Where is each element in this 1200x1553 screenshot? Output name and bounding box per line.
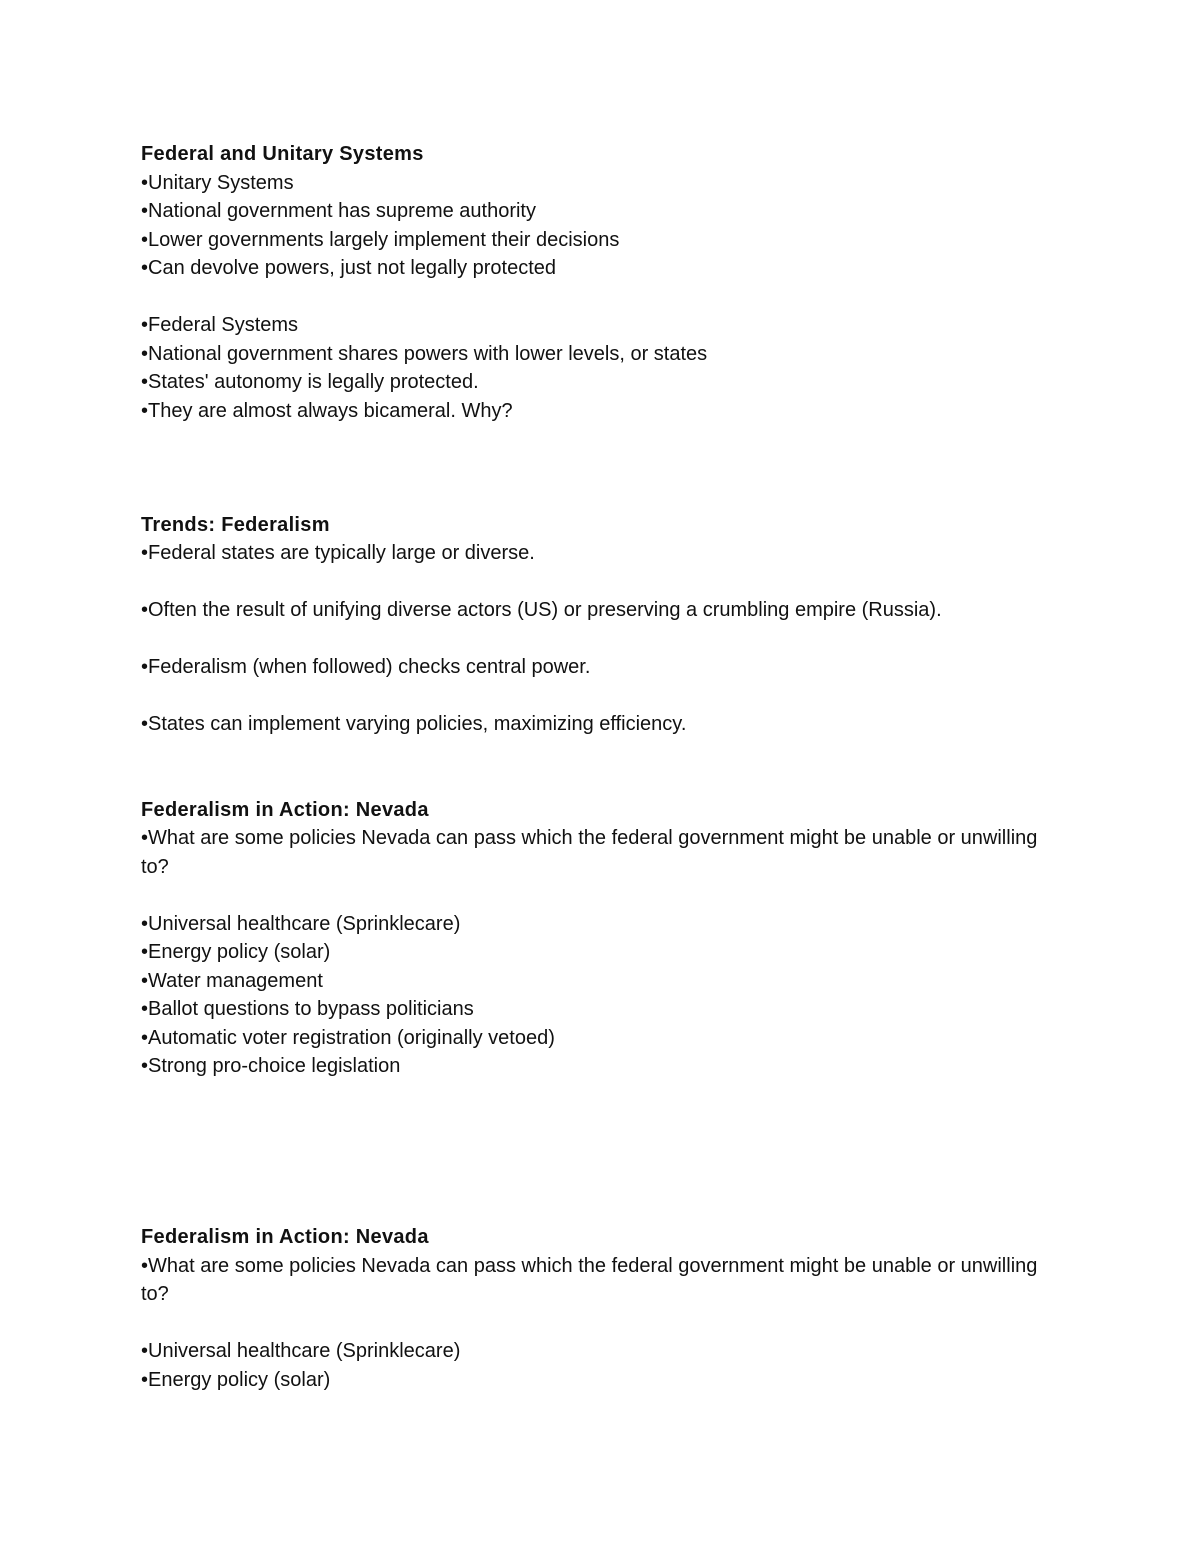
bullet-line: •Lower governments largely implement their decisions <box>141 228 620 251</box>
bullet-line: •National government has supreme authority <box>141 200 536 222</box>
section-federal-unitary <box>141 140 1041 425</box>
bullet-line: •They are almost always bicameral. Why? <box>141 399 513 422</box>
bullet-line: •Water management <box>141 969 323 992</box>
bullet-line: •Ballot questions to bypass politicians <box>141 998 474 1020</box>
bullet-line: •Universal healthcare (Sprinklecare) <box>141 912 461 935</box>
bullet-line: •Federalism (when followed) checks central power. <box>141 656 591 678</box>
bullet-line: •Often the result of unifying diverse actors (US) or preserving a crumbling empire (Russia). <box>141 599 942 621</box>
bullet-line: •Strong pro-choice legislation <box>141 1055 401 1077</box>
bullet-line: •States' autonomy is legally protected. <box>141 371 479 393</box>
section-heading: Federalism in Action: Nevada <box>141 798 429 821</box>
bullet-line: •Automatic voter registration (originally vetoed) <box>141 1026 555 1049</box>
section-federalism-nevada-2 <box>141 1223 1041 1394</box>
section-heading: Trends: Federalism <box>141 513 330 536</box>
section-heading: Federal and Unitary Systems <box>141 143 424 165</box>
bullet-line: •National government shares powers with lower levels, or states <box>141 342 708 365</box>
section-trends-federalism <box>141 511 1041 739</box>
question-line: •What are some policies Nevada can pass which the federal government might be unable or unwilling to? <box>141 827 1038 878</box>
section-heading: Federalism in Action: Nevada <box>141 1226 429 1248</box>
bullet-line: •States can implement varying policies, maximizing efficiency. <box>141 713 687 735</box>
document-body <box>141 140 1041 1394</box>
bullet-line: •Energy policy (solar) <box>141 1368 331 1391</box>
bullet-line: •Unitary Systems <box>141 171 294 194</box>
section-federalism-nevada-1 <box>141 796 1041 1081</box>
bullet-line: •Federal Systems <box>141 314 299 336</box>
bullet-line: •Universal healthcare (Sprinklecare) <box>141 1340 461 1362</box>
bullet-line: •Energy policy (solar) <box>141 941 331 963</box>
bullet-line: •Federal states are typically large or diverse. <box>141 542 535 564</box>
question-line: •What are some policies Nevada can pass which the federal government might be unable or unwilling to? <box>141 1254 1038 1305</box>
bullet-line: •Can devolve powers, just not legally protected <box>141 257 557 279</box>
